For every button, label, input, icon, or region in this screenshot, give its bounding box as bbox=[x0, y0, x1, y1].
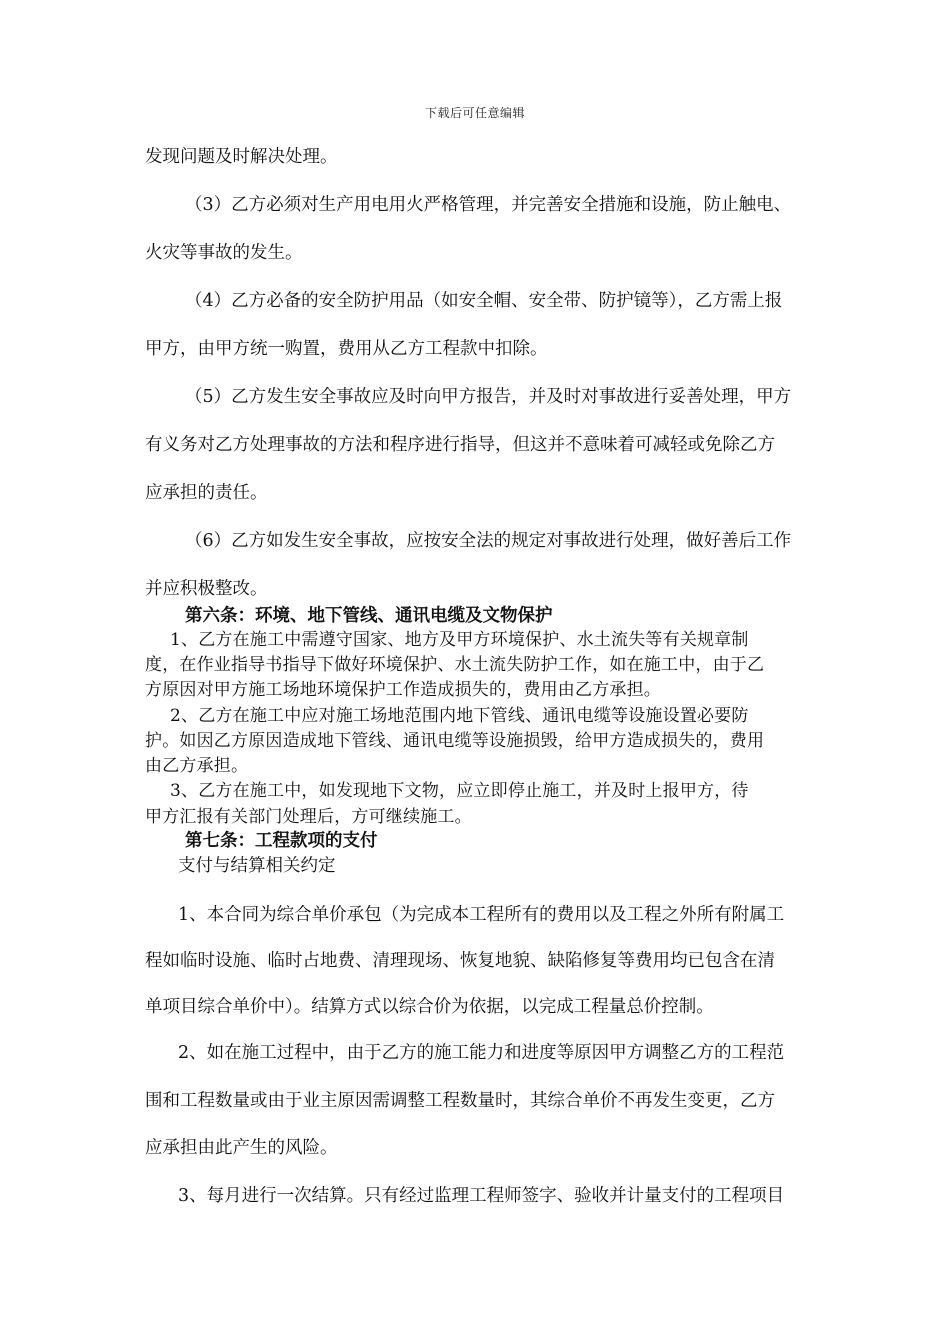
text-line-21: 支付与结算相关约定 bbox=[178, 856, 336, 876]
section-6-heading: 第六条：环境、地下管线、通讯电缆及文物保护 bbox=[185, 606, 553, 626]
text-line-26: 围和工程数量或由于业主原因需调整工程数量时，其综合单价不再发生变更，乙方 bbox=[145, 1091, 775, 1111]
text-line-19: 甲方汇报有关部门处理后，方可继续施工。 bbox=[145, 807, 472, 827]
text-line-6: （5）乙方发生安全事故应及时向甲方报告，并及时对事故进行妥善处理，甲方 bbox=[185, 387, 792, 407]
text-line-4: （4）乙方必备的安全防护用品（如安全帽、安全带、防护镜等），乙方需上报 bbox=[185, 291, 783, 311]
text-line-16: 护。如因乙方原因造成地下管线、通讯电缆等设施损毁，给甲方造成损失的，费用 bbox=[145, 731, 765, 751]
text-line-5: 甲方，由甲方统一购置，费用从乙方工程款中扣除。 bbox=[145, 339, 548, 359]
text-line-1: 发现问题及时解决处理。 bbox=[145, 147, 338, 167]
text-line-2: （3）乙方必须对生产用电用火严格管理，并完善安全措施和设施，防止触电、 bbox=[185, 195, 792, 215]
text-line-7: 有义务对乙方处理事故的方法和程序进行指导，但这并不意味着可减轻或免除乙方 bbox=[145, 435, 775, 455]
section-7-heading: 第七条：工程款项的支付 bbox=[185, 831, 378, 851]
text-line-3: 火灾等事故的发生。 bbox=[145, 243, 303, 263]
text-line-13: 度，在作业指导书指导下做好环境保护、水土流失防护工作，如在施工中，由于乙 bbox=[145, 655, 765, 675]
text-line-18: 3、乙方在施工中，如发现地下文物，应立即停止施工，并及时上报甲方，待 bbox=[170, 781, 749, 801]
page-header: 下载后可任意编辑 bbox=[424, 106, 525, 120]
text-line-23: 程如临时设施、临时占地费、清理现场、恢复地貌、缺陷修复等费用均已包含在清 bbox=[145, 951, 775, 971]
text-line-14: 方原因对甲方施工场地环境保护工作造成损失的，费用由乙方承担。 bbox=[145, 680, 661, 700]
text-line-24: 单项目综合单价中）。结算方式以综合价为依据，以完成工程量总价控制。 bbox=[145, 997, 714, 1017]
text-line-27: 应承担由此产生的风险。 bbox=[145, 1138, 338, 1158]
text-line-10: 并应积极整改。 bbox=[145, 579, 268, 599]
text-line-15: 2、乙方在施工中应对施工场地范围内地下管线、通讯电缆等设施设置必要防 bbox=[170, 706, 749, 726]
text-line-12: 1、乙方在施工中需遵守国家、地方及甲方环境保护、水土流失等有关规章制 bbox=[170, 630, 749, 650]
text-line-25: 2、如在施工过程中，由于乙方的施工能力和进度等原因甲方调整乙方的工程范 bbox=[178, 1043, 785, 1063]
text-line-8: 应承担的责任。 bbox=[145, 483, 268, 503]
text-line-28: 3、每月进行一次结算。只有经过监理工程师签字、验收并计量支付的工程项目 bbox=[178, 1186, 785, 1206]
text-line-9: （6）乙方如发生安全事故，应按安全法的规定对事故进行处理，做好善后工作 bbox=[185, 531, 792, 551]
text-line-22: 1、本合同为综合单价承包（为完成本工程所有的费用以及工程之外所有附属工 bbox=[178, 905, 785, 925]
text-line-17: 由乙方承担。 bbox=[145, 756, 249, 776]
